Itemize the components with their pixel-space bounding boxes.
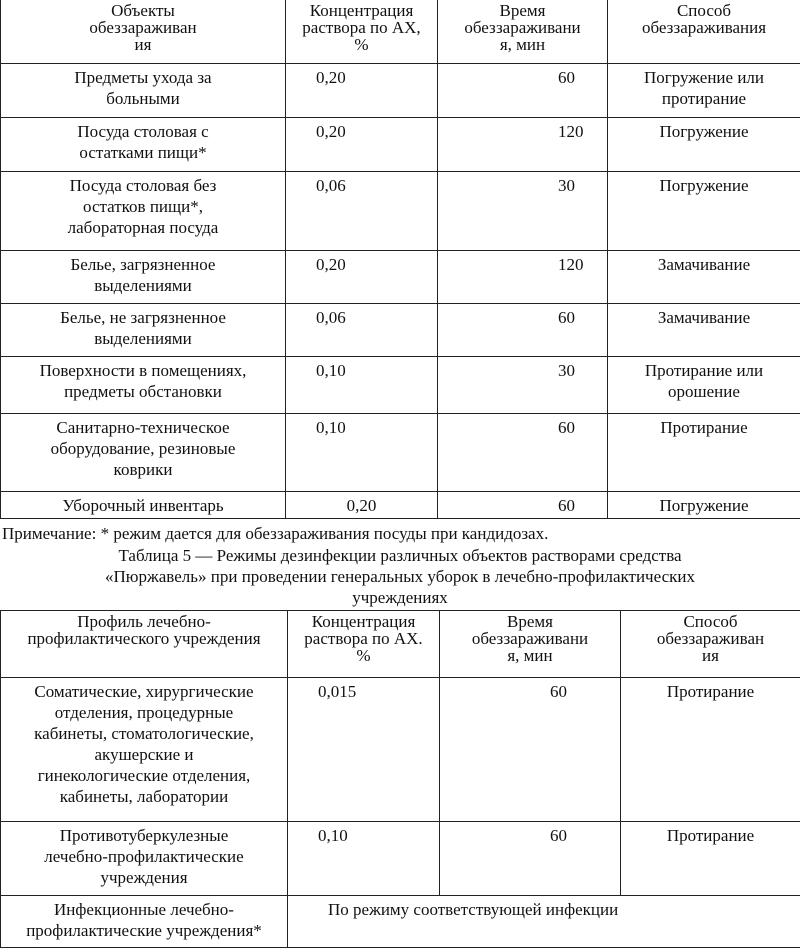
cell-method: Протирание: [621, 822, 800, 896]
cell-method: Погружение: [608, 172, 800, 251]
header-concentration: Концентрация раствора по АХ. %: [288, 611, 440, 678]
table-footnote: Примечание: * режим дается для обеззараживания посуды при кандидозах.: [2, 524, 549, 543]
cell-object: Белье, не загрязненное выделениями: [1, 304, 286, 357]
cell-time: 30: [438, 172, 608, 251]
cell-concentration: 0,20: [286, 118, 438, 172]
cell-method: Протирание: [608, 414, 800, 492]
header-method: Способ обеззараживан ия: [621, 611, 800, 678]
table-row: [1, 251, 800, 304]
cell-time: 120: [438, 251, 608, 304]
cell-object: Посуда столовая без остатков пищи*, лабораторная посуда: [1, 172, 286, 251]
cell-object: Поверхности в помещениях, предметы обстановки: [1, 357, 286, 414]
cell-time: 120: [438, 118, 608, 172]
cell-profile: Инфекционные лечебно- профилактические учреждения*: [1, 896, 288, 948]
table-row: [1, 118, 800, 172]
cell-time: 30: [438, 357, 608, 414]
cell-method: Замачивание: [608, 251, 800, 304]
table-row: [1, 357, 800, 414]
header-objects: Объекты обеззараживан ия: [1, 0, 286, 64]
cell-concentration: 0,06: [286, 172, 438, 251]
cell-time: 60: [438, 64, 608, 118]
header-method: Способ обеззараживания: [608, 0, 800, 64]
cell-method: Замачивание: [608, 304, 800, 357]
cell-concentration: 0,06: [286, 304, 438, 357]
disinfection-table-institutions: [0, 610, 800, 948]
table-header-row: [1, 611, 800, 678]
cell-method: Погружение: [608, 492, 800, 519]
cell-concentration: 0,20: [286, 492, 438, 519]
cell-profile: Соматические, хирургические отделения, процедурные кабинеты, стоматологические, акушерские и гинекологические отделения, кабинеты, лаборатории: [1, 678, 288, 822]
cell-method: Погружение или протирание: [608, 64, 800, 118]
table-row: [1, 172, 800, 251]
cell-time: 60: [440, 678, 621, 822]
cell-method: Протирание: [621, 678, 800, 822]
table-row: [1, 822, 800, 896]
table-header-row: [1, 0, 800, 64]
cell-time: 60: [438, 492, 608, 519]
cell-concentration: 0,015: [288, 678, 440, 822]
cell-time: 60: [438, 304, 608, 357]
cell-time: 60: [438, 414, 608, 492]
cell-concentration: 0,10: [286, 357, 438, 414]
cell-merged-regime: По режиму соответствующей инфекции: [288, 896, 800, 948]
cell-concentration: 0,20: [286, 64, 438, 118]
header-time: Время обеззараживани я, мин: [438, 0, 608, 64]
table-row: [1, 304, 800, 357]
cell-object: Белье, загрязненное выделениями: [1, 251, 286, 304]
cell-object: Предметы ухода за больными: [1, 64, 286, 118]
cell-profile: Противотуберкулезные лечебно-профилактические учреждения: [1, 822, 288, 896]
table-caption: Таблица 5 — Режимы дезинфекции различных объектов растворами средства «Пюржавель» при проведении генеральных уборок в лечебно-профилактических учреждениях: [105, 546, 695, 607]
cell-concentration: 0,10: [286, 414, 438, 492]
cell-object: Уборочный инвентарь: [1, 492, 286, 519]
cell-concentration: 0,20: [286, 251, 438, 304]
table-row: [1, 896, 800, 948]
cell-method: Погружение: [608, 118, 800, 172]
cell-time: 60: [440, 822, 621, 896]
header-concentration: Концентрация раствора по АХ, %: [286, 0, 438, 64]
table-row: [1, 64, 800, 118]
header-time: Время обеззараживани я, мин: [440, 611, 621, 678]
cell-object: Посуда столовая с остатками пищи*: [1, 118, 286, 172]
table-row: [1, 414, 800, 492]
cell-object: Санитарно-техническое оборудование, резиновые коврики: [1, 414, 286, 492]
table-row: [1, 492, 800, 519]
header-profile: Профиль лечебно- профилактического учреждения: [1, 611, 288, 678]
cell-concentration: 0,10: [288, 822, 440, 896]
cell-method: Протирание или орошение: [608, 357, 800, 414]
table-row: [1, 678, 800, 822]
